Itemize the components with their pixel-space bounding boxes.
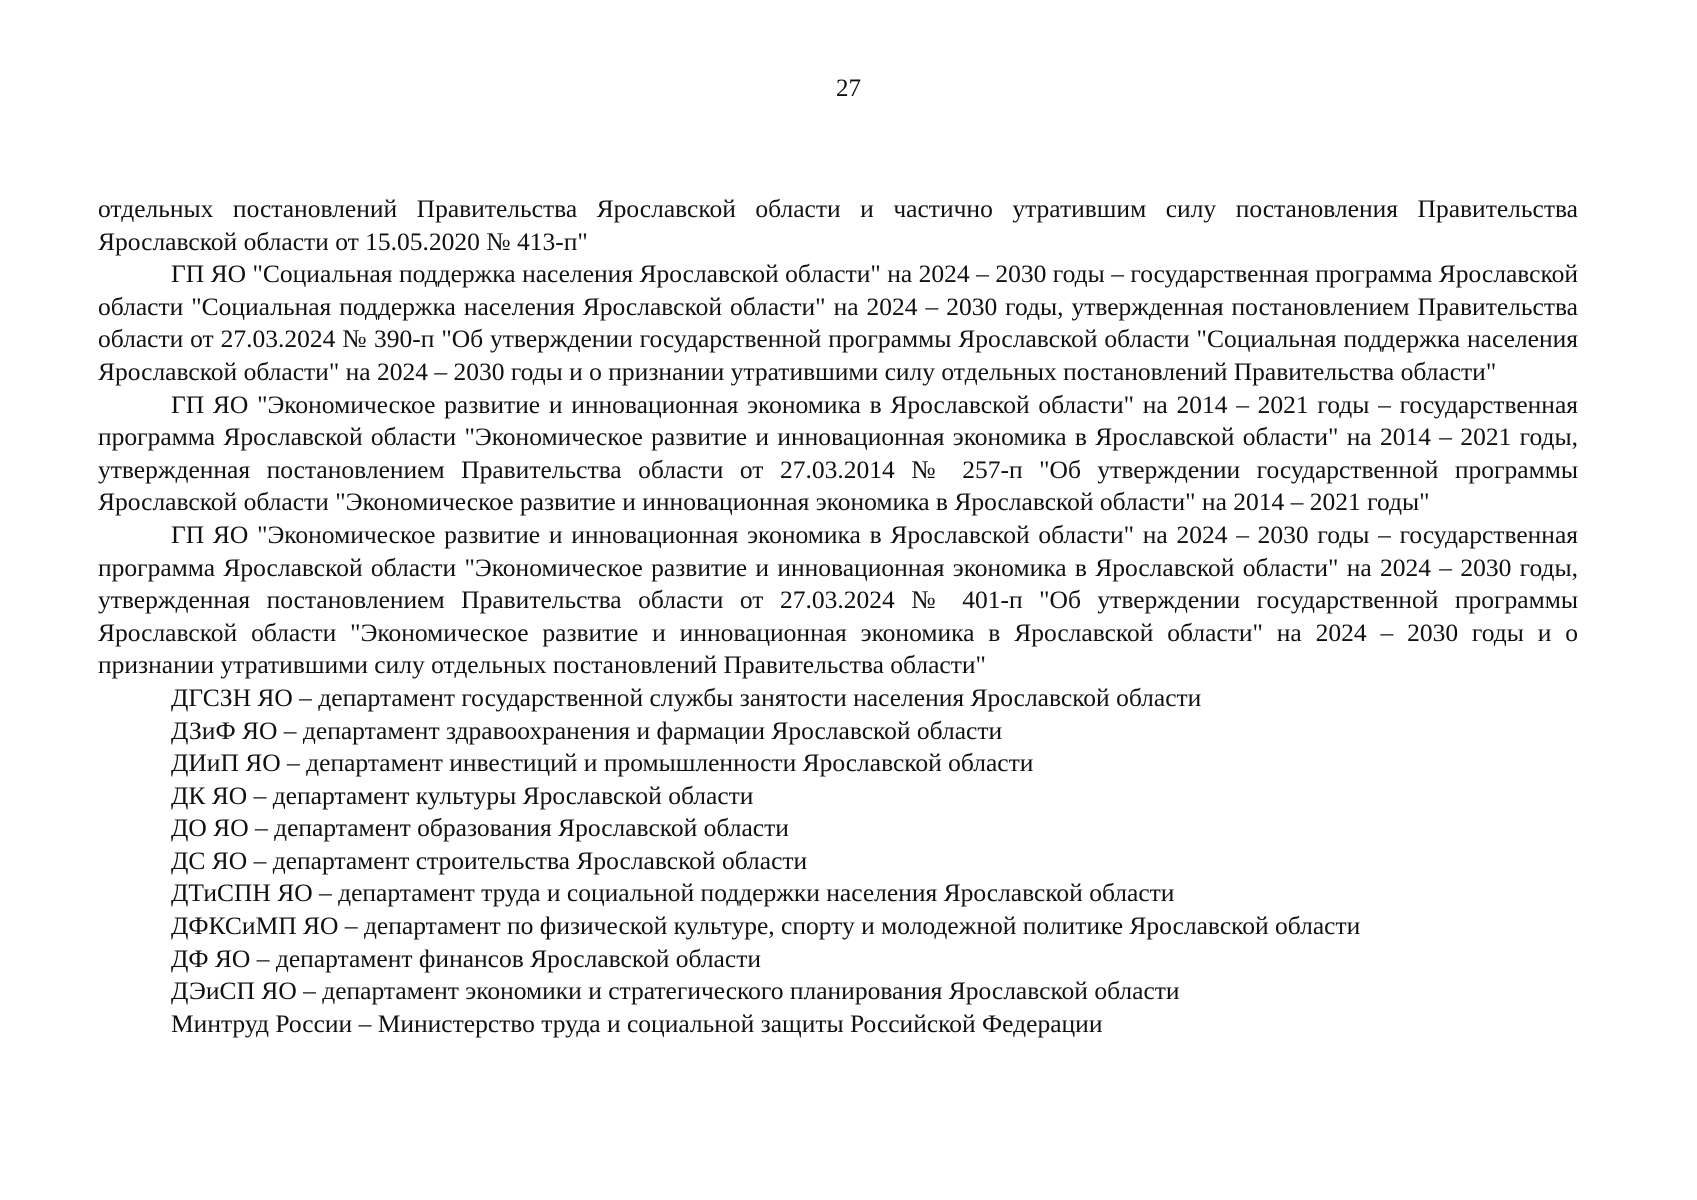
paragraph-gp-economy-2024: ГП ЯО "Экономическое развитие и инновационная экономика в Ярославской области" на 2024 – 2030 годы – государственная программа Ярославской области "Экономическое развитие и инновационная экономика в Ярославской области" на 2024 – 2030 годы, утвержденная постановлением Правительства области от 27.03.2024 № 401-п "Об утверждении государственной программы Ярославской области "Экономическое развитие и инновационная экономика в Ярославской области" на 2024 – 2030 годы и о признании утратившими силу отдельных постановлений Правительства области" xyxy=(98,519,1578,680)
paragraph-gp-economy-2014: ГП ЯО "Экономическое развитие и инновационная экономика в Ярославской области" на 2014 – 2021 годы – государственная программа Ярославской области "Экономическое развитие и инновационная экономика в Ярославской области" на 2014 – 2021 годы, утвержденная постановлением Правительства области от 27.03.2014 № 257-п "Об утверждении государственной программы Ярославской области "Экономическое развитие и инновационная экономика в Ярославской области" на 2014 – 2021 годы" xyxy=(98,389,1578,517)
list-item: ДО ЯО – департамент образования Ярославской области xyxy=(171,813,789,843)
list-item: ДЭиСП ЯО – департамент экономики и стратегического планирования Ярославской области xyxy=(171,976,1180,1006)
list-item: ДФ ЯО – департамент финансов Ярославской области xyxy=(171,943,761,973)
list-item: ДЗиФ ЯО – департамент здравоохранения и фармации Ярославской области xyxy=(171,715,1003,745)
paragraph-continuation: отдельных постановлений Правительства Ярославской области и частично утратившим силу постановления Правительства Ярославской области от 15.05.2020 № 413-п" xyxy=(98,194,1578,256)
list-item: ДС ЯО – департамент строительства Ярославской области xyxy=(171,845,808,875)
paragraph-gp-social-support: ГП ЯО "Социальная поддержка населения Ярославской области" на 2024 – 2030 годы – государственная программа Ярославской области "Социальная поддержка населения Ярославской области" на 2024 – 2030 годы, утвержденная постановлением Правительства области от 27.03.2024 № 390-п "Об утверждении государственной программы Ярославской области "Социальная поддержка населения Ярославской области" на 2024 – 2030 годы и о признании утратившими силу отдельных постановлений Правительства области" xyxy=(98,259,1578,386)
list-item: ДК ЯО – департамент культуры Ярославской области xyxy=(171,780,754,810)
abbreviation-list xyxy=(98,682,1578,1041)
page-number: 27 xyxy=(836,75,861,102)
document-body xyxy=(98,193,1578,1040)
list-item: ДИиП ЯО – департамент инвестиций и промышленности Ярославской области xyxy=(171,748,1034,778)
list-item: ДГСЗН ЯО – департамент государственной службы занятости населения Ярославской области xyxy=(171,682,1202,712)
list-item: Минтруд России – Министерство труда и социальной защиты Российской Федерации xyxy=(171,1008,1103,1038)
list-item: ДФКСиМП ЯО – департамент по физической культуре, спорту и молодежной политике Ярославской области xyxy=(171,911,1361,941)
list-item: ДТиСПН ЯО – департамент труда и социальной поддержки населения Ярославской области xyxy=(171,878,1175,908)
